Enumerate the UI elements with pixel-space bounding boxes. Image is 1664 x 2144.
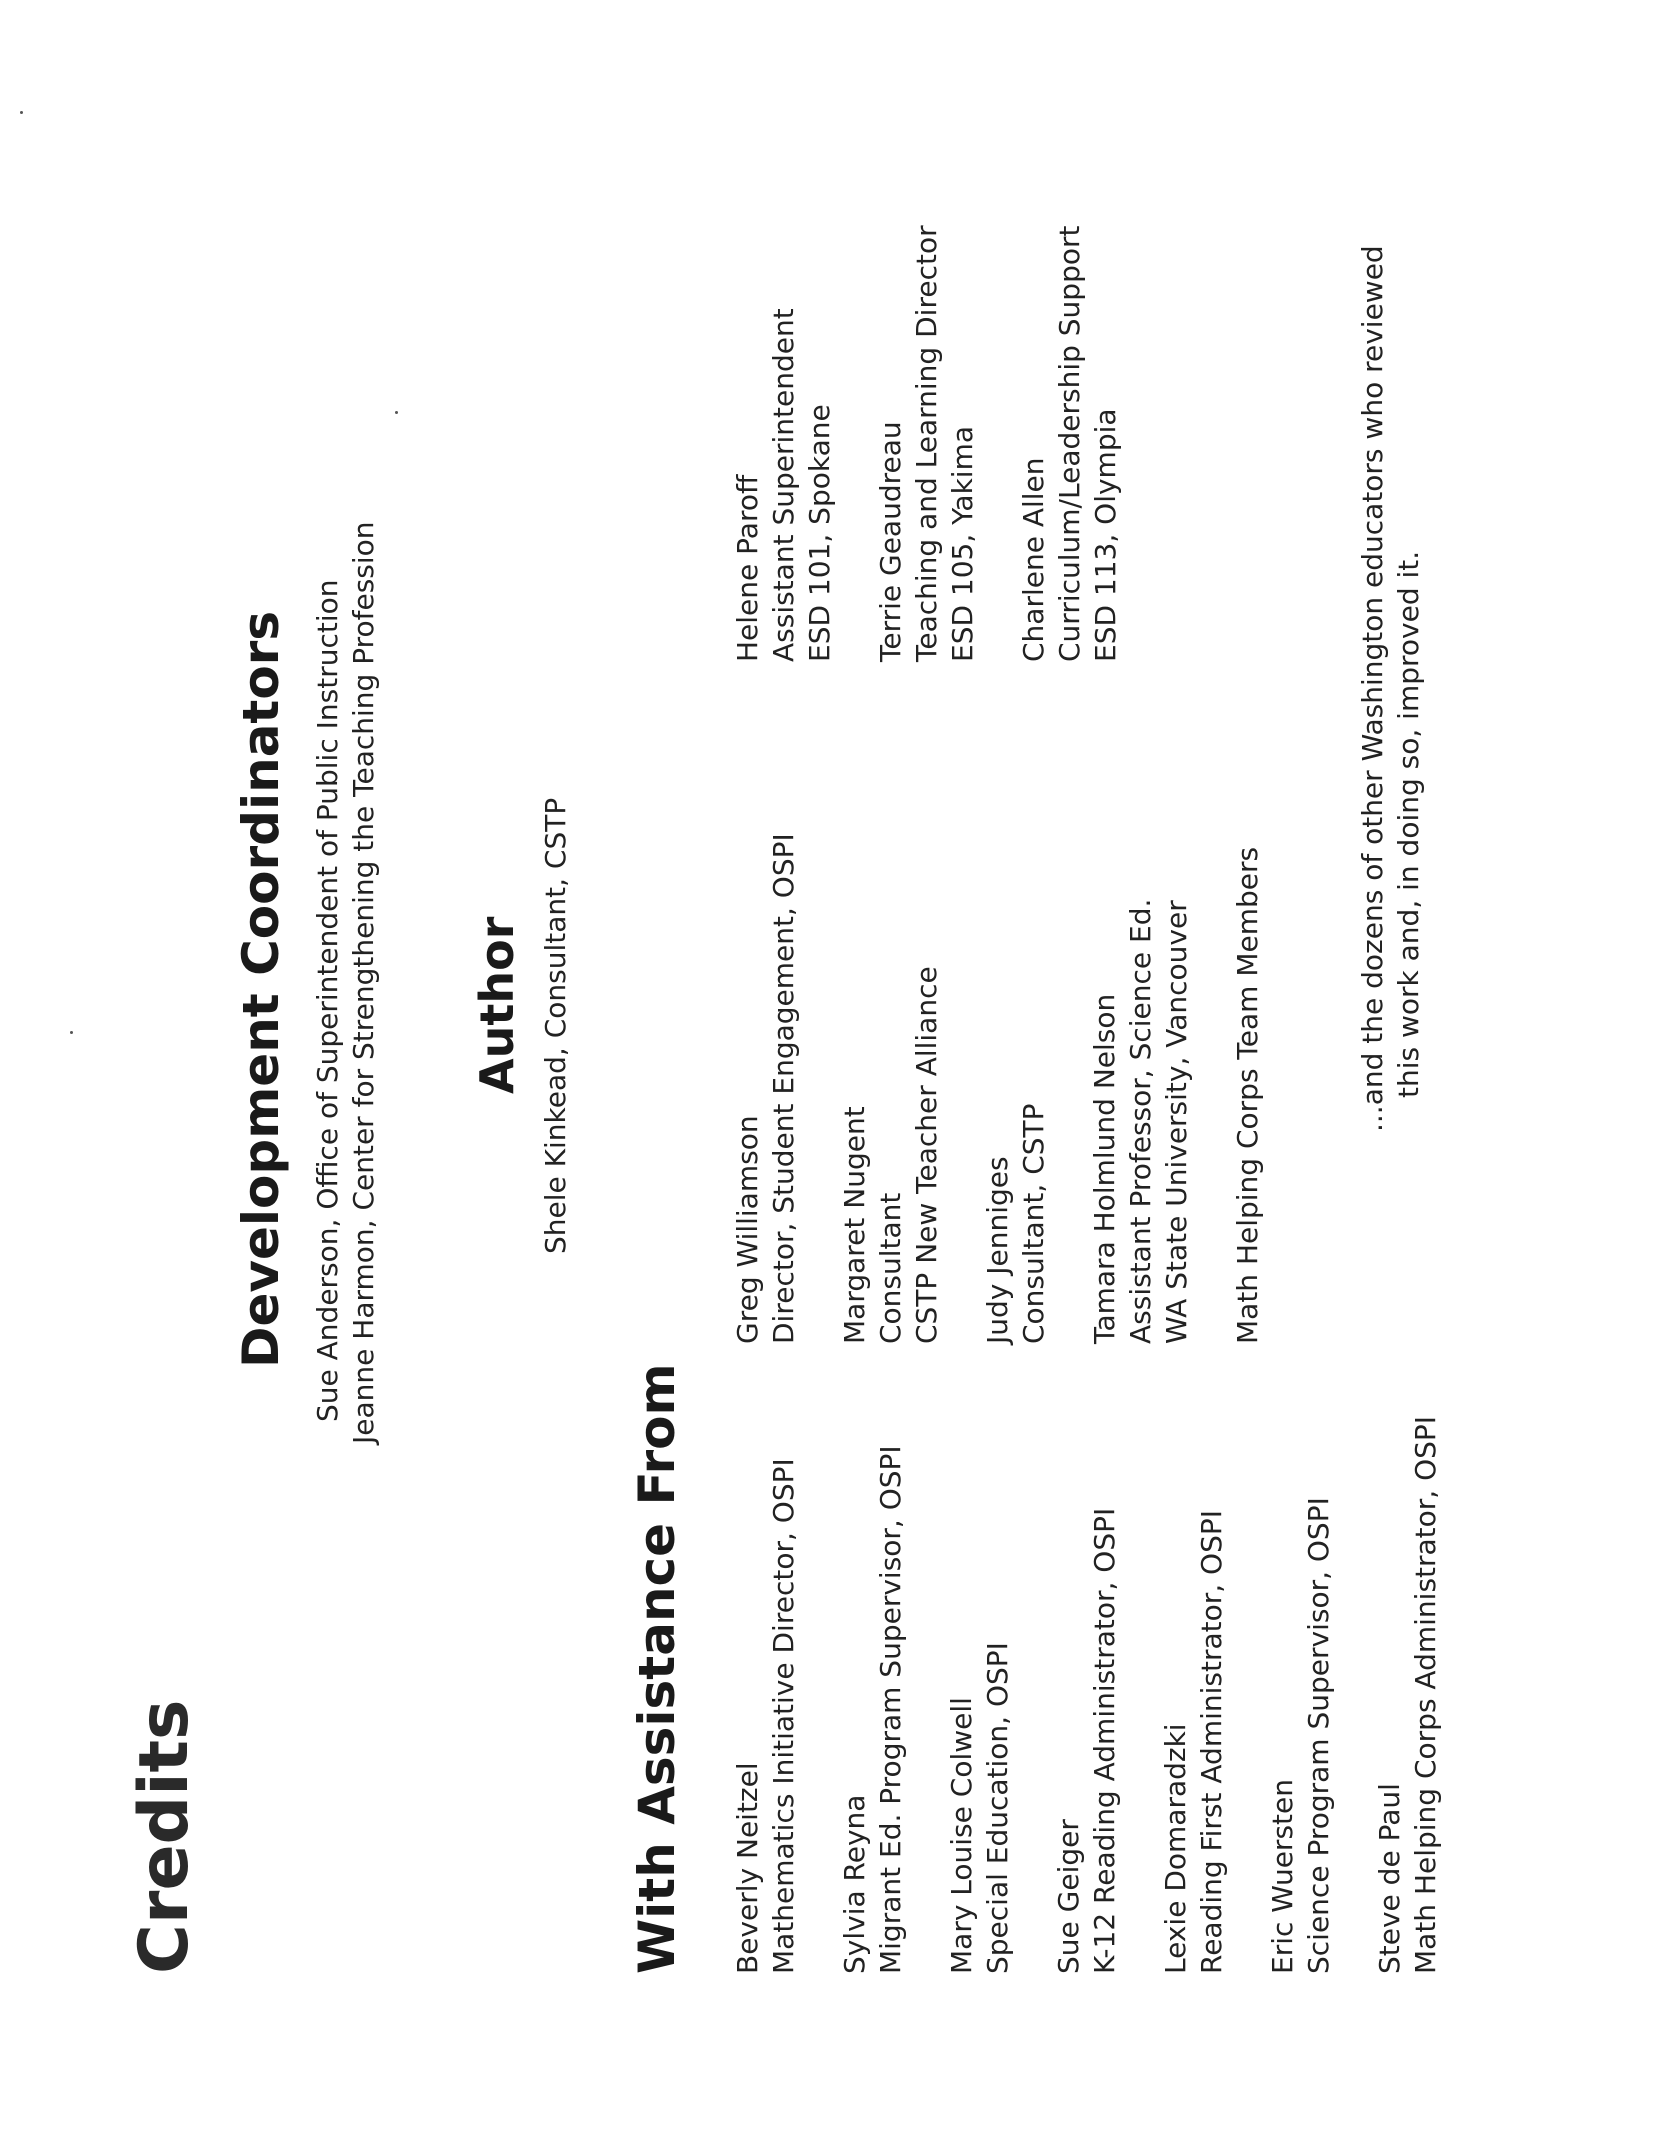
page-title: Credits <box>125 1699 204 1974</box>
contributor-entry <box>837 1416 909 1974</box>
contributor-name: Beverly Neitzel <box>731 1762 764 1974</box>
contributor-name: Judy Jenniges <box>981 1156 1014 1344</box>
contributor-role: ESD 101, Spokane <box>803 404 836 662</box>
contributor-role: Curriculum/Leadership Support <box>1053 225 1086 662</box>
contributor-entry <box>1265 1416 1337 1974</box>
contributor-name: Steve de Paul <box>1373 1783 1406 1974</box>
scan-speck <box>20 111 23 114</box>
contributor-role: Mathematics Initiative Director, OSPI <box>767 1458 800 1974</box>
coordinator-line: Sue Anderson, Office of Superintendent of Public Instruction <box>311 579 344 1422</box>
contributor-role: Consultant <box>874 1192 907 1344</box>
contributor-entry <box>1051 1416 1123 1974</box>
assistance-column-3 <box>730 225 1159 662</box>
scan-speck <box>395 411 398 414</box>
contributor-entry <box>1230 833 1266 1344</box>
contributor-entry <box>1087 833 1195 1344</box>
contributor-entry <box>1016 225 1124 662</box>
contributor-name: Tamara Holmlund Nelson <box>1088 993 1121 1344</box>
contributor-role: ESD 113, Olympia <box>1089 408 1122 662</box>
contributor-role: Math Helping Corps Administrator, OSPI <box>1409 1415 1442 1974</box>
assistance-heading: With Assistance From <box>628 1363 686 1974</box>
contributor-role: CSTP New Teacher Alliance <box>910 966 943 1344</box>
contributor-role: Teaching and Learning Director <box>910 225 943 662</box>
contributor-role: Migrant Ed. Program Supervisor, OSPI <box>874 1445 907 1974</box>
contributor-role: WA State University, Vancouver <box>1160 900 1193 1344</box>
contributor-name: Terrie Geaudreau <box>874 421 907 662</box>
assistance-column-1 <box>730 1416 1479 1974</box>
contributor-name: Helene Paroff <box>731 474 764 662</box>
contributor-entry <box>730 833 802 1344</box>
contributor-name: Margaret Nugent <box>838 1106 871 1344</box>
contributor-name: Charlene Allen <box>1017 457 1050 662</box>
author-line: Shele Kinkead, Consultant, CSTP <box>539 797 572 1254</box>
contributor-name: Sylvia Reyna <box>838 1794 871 1974</box>
contributor-name: Greg Williamson <box>731 1115 764 1344</box>
closing-note <box>1355 245 1427 1132</box>
contributor-role: Consultant, CSTP <box>1017 1103 1050 1344</box>
coordinators-list <box>310 521 382 1444</box>
author-heading: Author <box>470 916 524 1094</box>
contributor-name: Math Helping Corps Team Members <box>1231 846 1264 1344</box>
contributor-entry <box>837 833 945 1344</box>
contributor-role: Director, Student Engagement, OSPI <box>767 833 800 1344</box>
closing-line: this work and, in doing so, improved it. <box>1392 550 1425 1098</box>
contributor-entry <box>730 1416 802 1974</box>
contributor-role: ESD 105, Yakima <box>946 425 979 662</box>
contributor-entry <box>980 833 1052 1344</box>
contributor-entry <box>730 225 838 662</box>
assistance-column-2 <box>730 833 1301 1344</box>
contributor-entry <box>1372 1416 1444 1974</box>
contributor-role: K-12 Reading Administrator, OSPI <box>1088 1507 1121 1974</box>
closing-line: ...and the dozens of other Washington educators who reviewed <box>1356 245 1389 1132</box>
coordinator-line: Jeanne Harmon, Center for Strengthening the Teaching Profession <box>347 521 380 1444</box>
contributor-role: Assistant Superintendent <box>767 308 800 662</box>
contributor-name: Mary Louise Colwell <box>945 1697 978 1974</box>
contributor-role: Reading First Administrator, OSPI <box>1195 1509 1228 1974</box>
contributor-name: Eric Wuersten <box>1266 1779 1299 1974</box>
contributor-role: Assistant Professor, Science Ed. <box>1124 898 1157 1344</box>
contributor-entry <box>873 225 981 662</box>
scan-speck <box>70 1031 73 1034</box>
contributor-entry <box>944 1416 1016 1974</box>
contributor-name: Sue Geiger <box>1052 1819 1085 1974</box>
contributor-role: Special Education, OSPI <box>981 1642 1014 1974</box>
contributor-role: Science Program Supervisor, OSPI <box>1302 1497 1335 1974</box>
contributor-name: Lexie Domaradzki <box>1159 1723 1192 1974</box>
contributor-entry <box>1158 1416 1230 1974</box>
coordinators-heading: Development Coordinators <box>232 610 290 1368</box>
